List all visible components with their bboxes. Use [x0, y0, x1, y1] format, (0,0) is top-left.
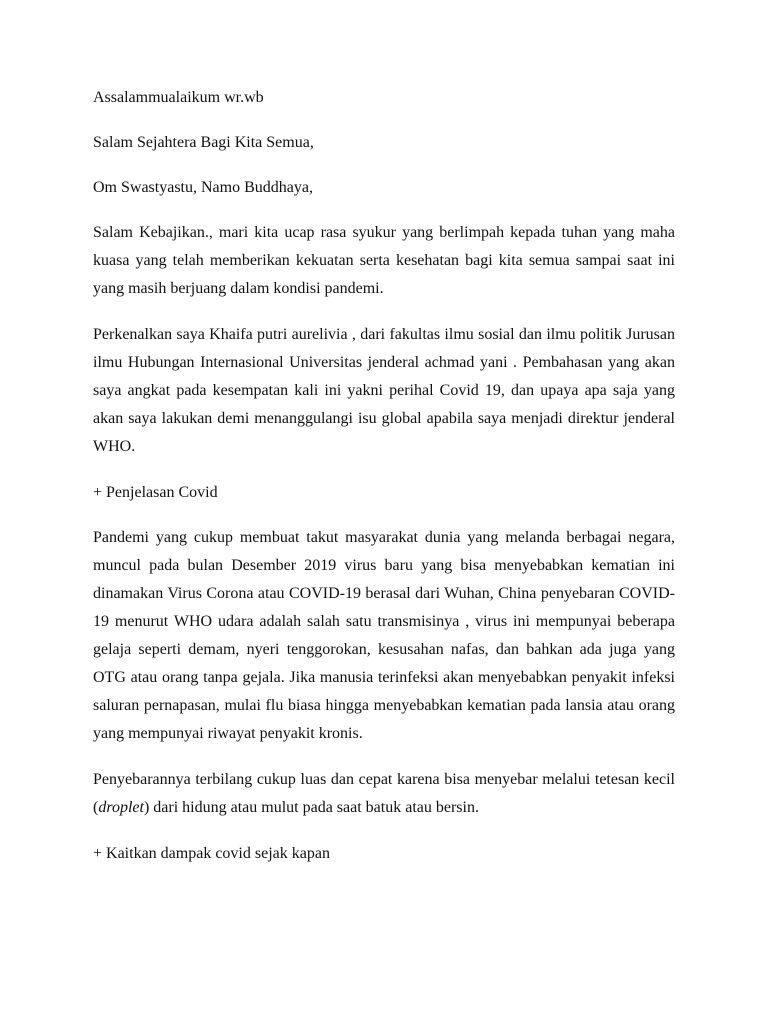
spread-text-part-1: Penyebarannya terbilang cukup luas dan cepat karena bisa menyebar melalui tetesan kecil ( — [93, 771, 675, 816]
section-heading-covid: + Penjelasan Covid — [93, 484, 218, 501]
spread-text-part-2: ) dari hidung atau mulut pada saat batuk atau bersin. — [143, 799, 479, 816]
opening-paragraph: Salam Kebajikan., mari kita ucap rasa syukur yang berlimpah kepada tuhan yang maha kuasa yang telah memberikan kekuatan serta kesehatan bagi kita semua sampai saat ini yang masih berjuang dalam kondisi pandemi. — [93, 224, 675, 297]
covid-explanation-paragraph: Pandemi yang cukup membuat takut masyarakat dunia yang melanda berbagai negara, muncul pada bulan Desember 2019 virus baru yang bisa menyebabkan kematian ini dinamakan Virus Corona atau COVID-19 berasal dari Wuhan, China penyebaran COVID-19 menurut WHO udara adalah salah satu transmisinya , virus ini mempunyai beberapa gelaja seperti demam, nyeri tenggorokan, kesusahan nafas, dan bahkan ada juga yang OTG atau orang tanpa gejala. Jika manusia terinfeksi akan menyebabkan penyakit infeksi saluran pernapasan, mulai flu biasa hingga menyebabkan kematian pada lansia atau orang yang mempunyai riwayat penyakit kronis. — [93, 529, 675, 742]
greeting-line-1: Assalammualaikum wr.wb — [93, 89, 264, 106]
introduction-paragraph: Perkenalkan saya Khaifa putri aurelivia , dari fakultas ilmu sosial dan ilmu politik Jurusan ilmu Hubungan Internasional Universitas jenderal achmad yani . Pembahasan yang akan saya angkat pada kesempatan kali ini yakni perihal Covid 19, dan upaya apa saja yang akan saya lakukan demi menanggulangi isu global apabila saya menjadi direktur jenderal WHO. — [93, 326, 675, 455]
greeting-line-2: Salam Sejahtera Bagi Kita Semua, — [93, 134, 314, 151]
document-page — [93, 84, 675, 885]
section-heading-impact: + Kaitkan dampak covid sejak kapan — [93, 845, 330, 862]
droplet-italic-term: droplet — [98, 799, 144, 816]
greeting-line-3: Om Swastyastu, Namo Buddhaya, — [93, 179, 313, 196]
spread-paragraph — [93, 766, 675, 822]
